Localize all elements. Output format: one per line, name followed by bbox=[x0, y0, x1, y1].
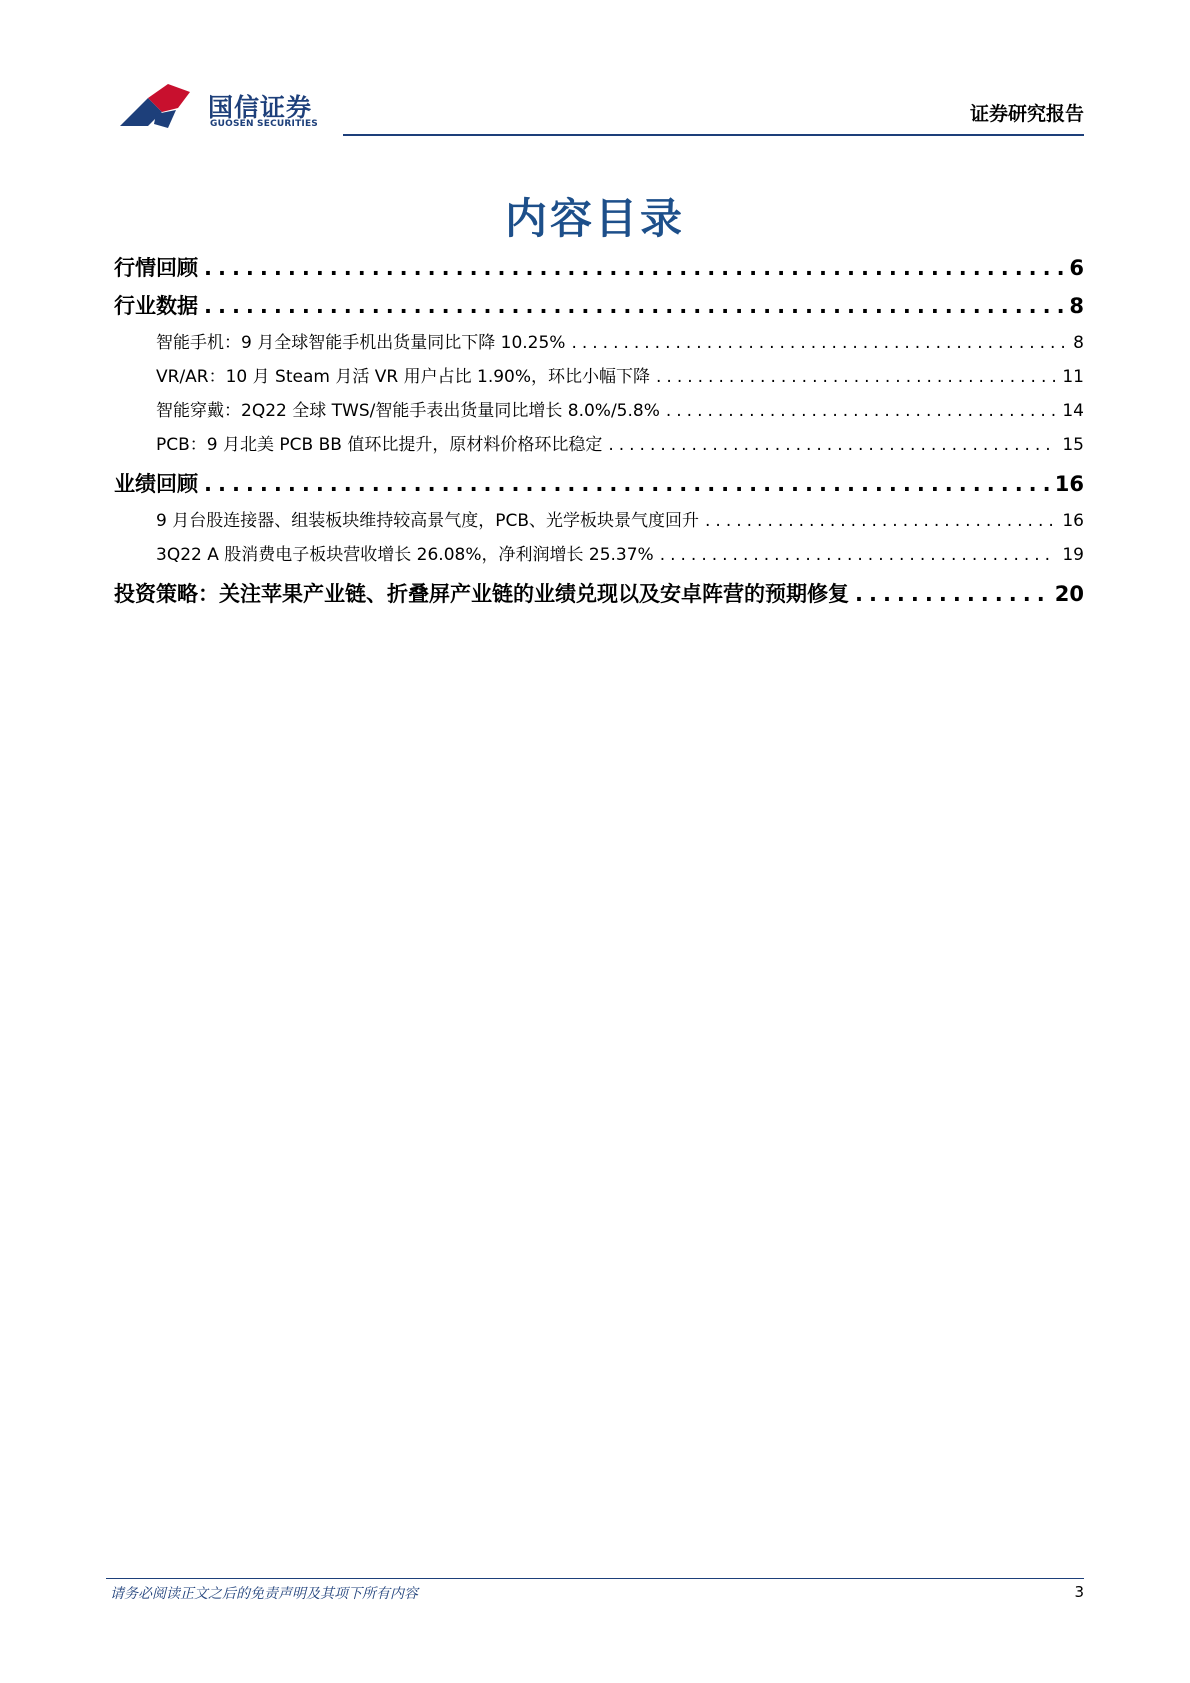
toc-entry-page: 6 bbox=[1069, 256, 1084, 280]
toc-dot-leader bbox=[656, 367, 1056, 387]
logo-english-name: GUOSEN SECURITIES bbox=[210, 119, 318, 129]
toc-entry-page: 11 bbox=[1062, 367, 1084, 387]
toc-entry-page: 8 bbox=[1073, 333, 1084, 353]
toc-entry-page: 15 bbox=[1062, 435, 1084, 455]
toc-entry-taiwan-sectors[interactable] bbox=[114, 506, 1084, 531]
toc-entry-earnings-review[interactable] bbox=[114, 468, 1084, 498]
toc-entry-page: 14 bbox=[1062, 401, 1084, 421]
toc-dot-leader bbox=[666, 401, 1057, 421]
page-header bbox=[0, 0, 1190, 140]
toc-entry-page: 20 bbox=[1054, 582, 1084, 606]
toc-entry-label: 智能穿戴：2Q22 全球 TWS/智能手表出货量同比增长 8.0%/5.8% bbox=[156, 401, 660, 421]
guosen-logo bbox=[118, 84, 318, 136]
toc-entry-label: 业绩回顾 bbox=[114, 472, 198, 496]
report-type-label: 证券研究报告 bbox=[969, 103, 1084, 125]
guosen-logo-icon bbox=[118, 84, 204, 136]
toc-entry-investment-strategy[interactable] bbox=[114, 578, 1084, 608]
toc-entry-market-review[interactable] bbox=[114, 252, 1084, 282]
toc-dot-leader bbox=[204, 256, 1063, 280]
toc-entry-a-share-results[interactable] bbox=[114, 540, 1084, 565]
toc-dot-leader bbox=[660, 545, 1057, 565]
toc-entry-label: 9 月台股连接器、组装板块维持较高景气度，PCB、光学板块景气度回升 bbox=[156, 511, 700, 531]
logo-chinese-name: 国信证券 bbox=[208, 93, 313, 122]
toc-dot-leader bbox=[204, 294, 1063, 318]
toc-dot-leader bbox=[855, 582, 1049, 606]
header-divider bbox=[343, 134, 1084, 136]
toc-entry-label: 行情回顾 bbox=[114, 256, 198, 280]
toc-entry-wearables[interactable] bbox=[114, 396, 1084, 421]
toc-entry-label: PCB：9 月北美 PCB BB 值环比提升，原材料价格环比稳定 bbox=[156, 435, 603, 455]
footer-divider bbox=[106, 1578, 1084, 1579]
toc-entry-vr-ar[interactable] bbox=[114, 362, 1084, 387]
toc-dot-leader bbox=[571, 333, 1067, 353]
toc-dot-leader bbox=[204, 472, 1049, 496]
toc-entry-page: 16 bbox=[1062, 511, 1084, 531]
toc-entry-page: 8 bbox=[1069, 294, 1084, 318]
toc-entry-industry-data[interactable] bbox=[114, 290, 1084, 320]
toc-dot-leader bbox=[608, 435, 1056, 455]
page-number: 3 bbox=[1074, 1583, 1084, 1601]
toc-entry-page: 19 bbox=[1062, 545, 1084, 565]
toc-entry-label: 智能手机：9 月全球智能手机出货量同比下降 10.25% bbox=[156, 333, 566, 353]
toc-entry-label: 投资策略：关注苹果产业链、折叠屏产业链的业绩兑现以及安卓阵营的预期修复 bbox=[114, 582, 849, 606]
toc-entry-pcb[interactable] bbox=[114, 430, 1084, 455]
toc-dot-leader bbox=[705, 511, 1056, 531]
toc-entry-label: 行业数据 bbox=[114, 294, 198, 318]
toc-entry-page: 16 bbox=[1054, 472, 1084, 496]
disclaimer-note: 请务必阅读正文之后的免责声明及其项下所有内容 bbox=[110, 1586, 418, 1602]
toc-title: 内容目录 bbox=[504, 194, 685, 243]
toc-entry-smartphone[interactable] bbox=[114, 328, 1084, 353]
toc-entry-label: 3Q22 A 股消费电子板块营收增长 26.08%，净利润增长 25.37% bbox=[156, 545, 654, 565]
toc-entry-label: VR/AR：10 月 Steam 月活 VR 用户占比 1.90%，环比小幅下降 bbox=[156, 367, 651, 387]
